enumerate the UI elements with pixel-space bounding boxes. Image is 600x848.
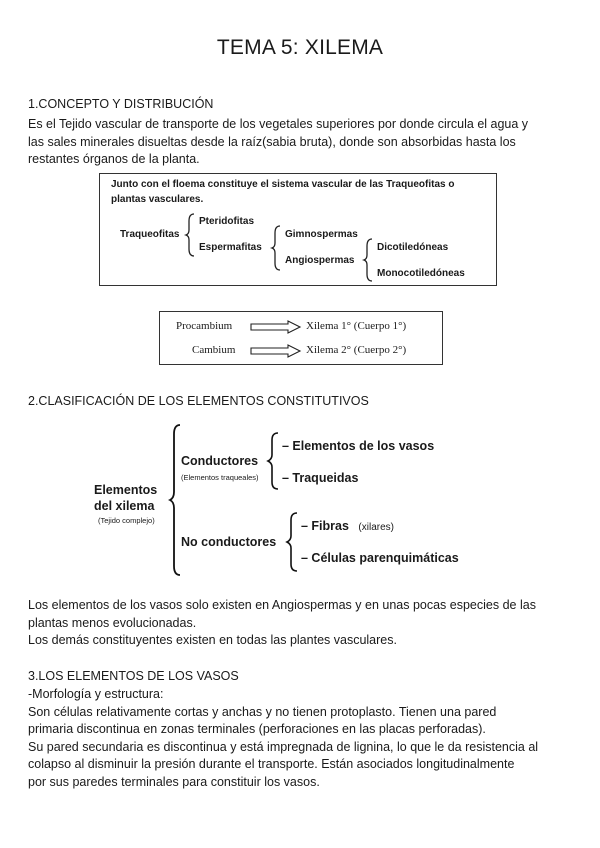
section3-paragraph	[28, 686, 578, 791]
text-line: plantas menos evolucionadas.	[28, 615, 197, 630]
diagram-root-line2: del xilema	[94, 499, 155, 513]
text-line: Es el Tejido vascular de transporte de los vegetales superiores por donde circula el agua y	[28, 117, 529, 131]
no-conductores-label: No conductores	[181, 535, 277, 549]
conductores-note: (Elementos traqueales)	[181, 473, 259, 482]
tree-root-traqueofitas: Traqueofitas	[120, 229, 180, 240]
brace-icon	[364, 238, 374, 282]
diagram-root-note: (Tejido complejo)	[98, 516, 155, 525]
traqueidas-item: – Traqueidas	[282, 471, 359, 485]
brace-icon	[287, 512, 299, 572]
text-line: Son células relativamente cortas y anchas y no tienen protoplasto. Tienen una pared	[28, 704, 497, 719]
fibras-label: – Fibras	[301, 519, 349, 533]
box1-intro-line1: Junto con el floema constituye el sistema vascular de las Traqueofitas o	[111, 179, 455, 190]
procambium-label: Procambium	[176, 320, 233, 332]
tree-pteridofitas: Pteridofitas	[199, 216, 255, 227]
tree-dicotiledoneas: Dicotiledóneas	[377, 242, 449, 253]
tree-angiospermas: Angiospermas	[285, 255, 355, 266]
arrow-right-icon	[250, 320, 302, 334]
conductores-label: Conductores	[181, 454, 259, 468]
celulas-parenquimaticas-item: – Células parenquimáticas	[301, 551, 459, 565]
tree-monocotiledoneas: Monocotiledóneas	[377, 268, 465, 279]
diagram-root-line1: Elementos	[94, 483, 158, 497]
xilema-secundario-label: Xilema 2° (Cuerpo 2°)	[306, 344, 407, 356]
text-line: Los elementos de los vasos solo existen en Angiospermas y en unas pocas especies de las	[28, 598, 536, 612]
brace-icon	[186, 213, 196, 257]
tree-espermafitas: Espermafitas	[199, 242, 262, 253]
text-line: primaria discontinua en zonas terminales (perforaciones en las placas perforadas).	[28, 722, 486, 736]
brace-icon	[272, 225, 282, 271]
box1-intro-line2: plantas vasculares.	[111, 194, 204, 205]
fibras-item	[301, 519, 394, 533]
cambium-label: Cambium	[192, 344, 236, 356]
section2-paragraph	[28, 597, 578, 650]
tree-gimnospermas: Gimnospermas	[285, 229, 358, 240]
text-line: restantes órganos de la planta.	[28, 152, 200, 166]
elementos-vasos-item: – Elementos de los vasos	[282, 439, 435, 453]
text-line: colapso al disminuir la presión durante el transporte. Están asociados longitudinalmente	[28, 757, 515, 771]
text-line: Su pared secundaria es discontinua y está impregnada de lignina, lo que le da resistencia al	[28, 739, 539, 754]
brace-icon	[170, 424, 182, 576]
section1-heading: 1.CONCEPTO Y DISTRIBUCIÓN	[28, 97, 214, 111]
page-title: TEMA 5: XILEMA	[216, 36, 384, 59]
section1-paragraph	[28, 116, 578, 169]
subheading: -Morfología y estructura:	[28, 687, 164, 701]
brace-icon	[268, 432, 280, 490]
arrow-right-icon	[250, 344, 302, 358]
text-line: las sales minerales disueltas desde la raíz(sabia bruta), donde son absorbidas hasta los	[28, 134, 516, 149]
text-line: por sus paredes terminales para constituir los vasos.	[28, 774, 320, 789]
xilema-primario-label: Xilema 1° (Cuerpo 1°)	[306, 320, 407, 332]
section3-heading: 3.LOS ELEMENTOS DE LOS VASOS	[28, 669, 239, 683]
fibras-note: (xilares)	[358, 522, 394, 533]
text-line: Los demás constituyentes existen en todas las plantes vasculares.	[28, 633, 397, 647]
section2-heading: 2.CLASIFICACIÓN DE LOS ELEMENTOS CONSTITUTIVOS	[28, 394, 369, 408]
